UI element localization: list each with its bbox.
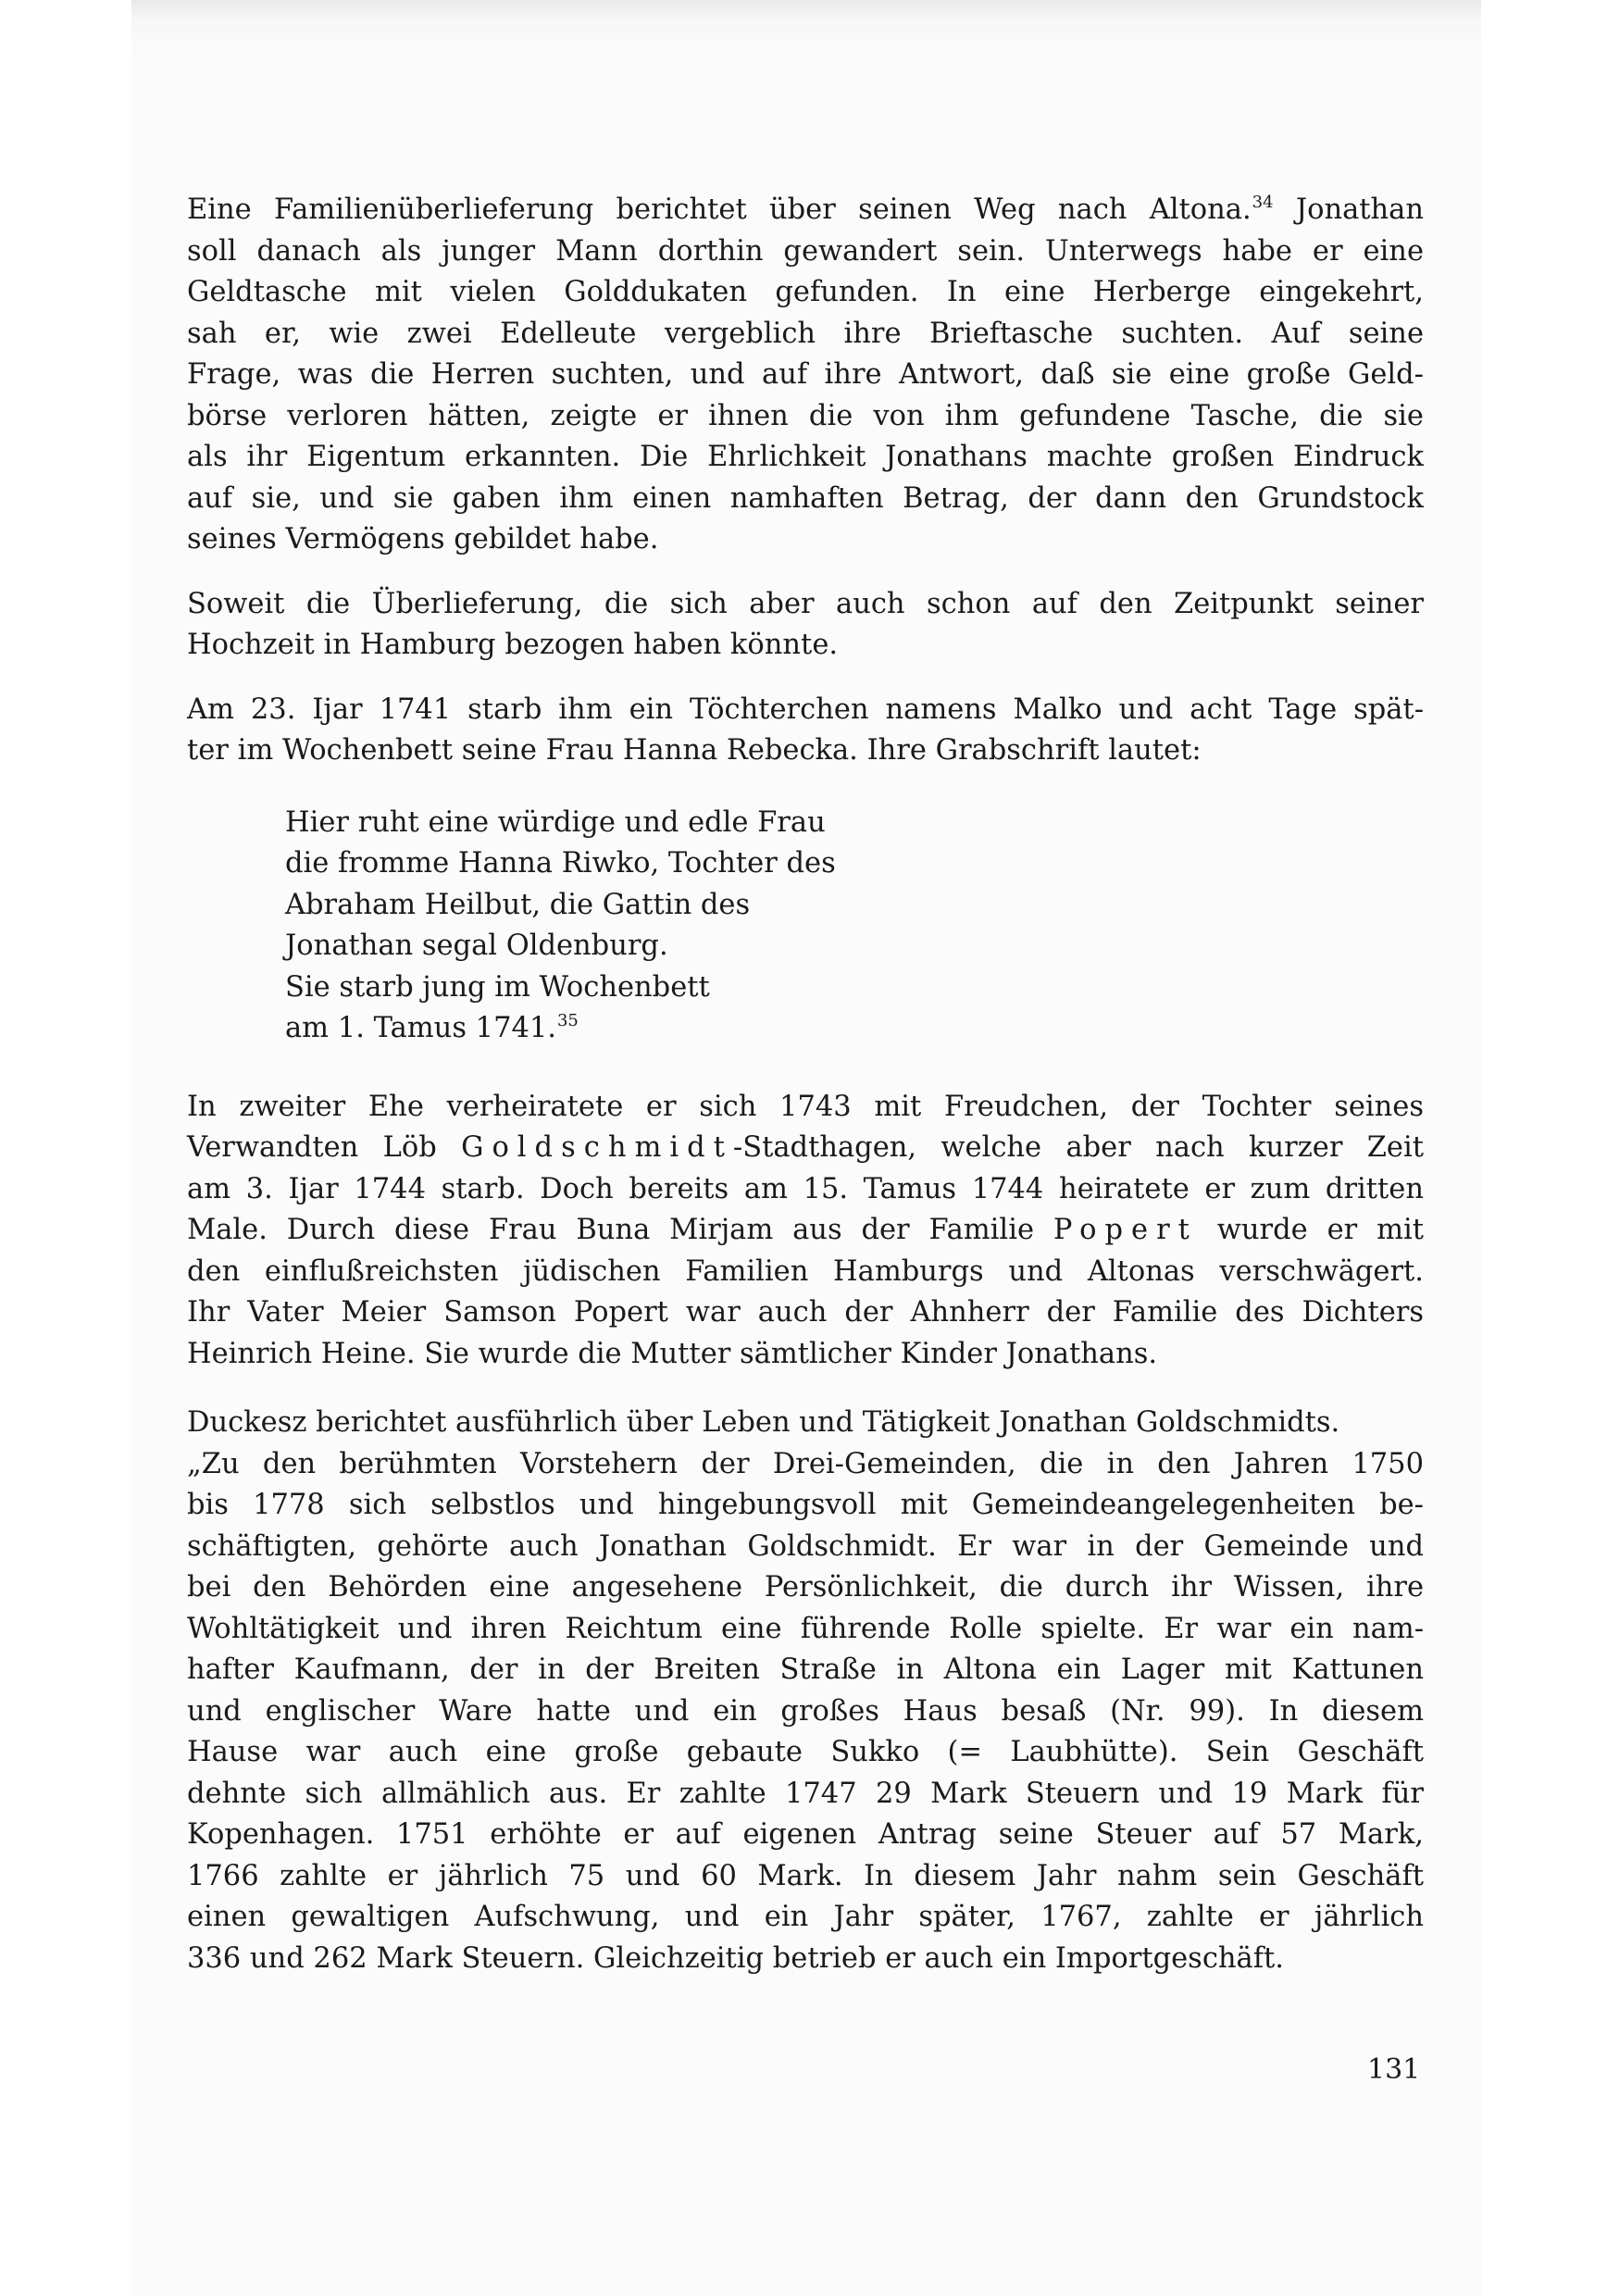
- text-line: In zweiter Ehe verheiratete er sich 1743 mit Freudchen, der Tochter seines: [187, 1090, 1424, 1123]
- quote-line: dehnte sich allmählich aus. Er zahlte 1747 29 Mark Steuern und 19 Mark für: [187, 1777, 1424, 1810]
- text-line: Am 23. Ijar 1741 starb ihm ein Töchterchen namens Malko und acht Tage spät-: [187, 693, 1424, 726]
- text-line: ter im Wochenbett seine Frau Hanna Rebecka. Ihre Grabschrift lautet:: [187, 734, 1202, 767]
- quote-line: Wohltätigkeit und ihren Reichtum eine führende Rolle spielte. Er war ein nam-: [187, 1612, 1424, 1645]
- page-number: 131: [1367, 2053, 1421, 2086]
- text-line: Geldtasche mit vielen Golddukaten gefunden. In eine Herberge eingekehrt,: [187, 276, 1424, 308]
- spaced-name: Goldschmidt: [461, 1131, 733, 1164]
- quote-line: bis 1778 sich selbstlos und hingebungsvoll mit Gemeindeangelegenheiten be-: [187, 1489, 1424, 1521]
- paragraph-family-tradition: [187, 190, 1424, 561]
- quote-line: „Zu den berühmten Vorstehern der Drei-Gemeinden, die in den Jahren 1750: [187, 1447, 1424, 1480]
- text-line: den einflußreichsten jüdischen Familien Hamburgs und Altonas verschwägert.: [187, 1254, 1424, 1288]
- text-line: [187, 1210, 1424, 1252]
- quote-line: Kopenhagen. 1751 erhöhte er auf eigenen Antrag seine Steuer auf 57 Mark,: [187, 1818, 1424, 1851]
- quote-line: Hause war auch eine große gebaute Sukko (= Laubhütte). Sein Geschäft: [187, 1736, 1424, 1768]
- text-line: börse verloren hätten, zeigte er ihnen die von ihm gefundene Tasche, die sie: [187, 399, 1424, 432]
- epitaph-line: [285, 1008, 1424, 1050]
- epitaph-line: Jonathan segal Oldenburg.: [285, 930, 668, 962]
- text-line: soll danach als junger Mann dorthin gewandert sein. Unterwegs habe er eine: [187, 234, 1424, 268]
- text-span: am 1. Tamus 1741.: [285, 1012, 556, 1044]
- text-line: als ihr Eigentum erkannten. Die Ehrlichkeit Jonathans machte großen Eindruck: [187, 441, 1424, 473]
- quote-line: 336 und 262 Mark Steuern. Gleichzeitig betrieb er auch ein Importgeschäft.: [187, 1941, 1284, 1975]
- epitaph-block: [285, 803, 1424, 1050]
- text-span: Male. Durch diese Frau Buna Mirjam aus der Familie: [187, 1214, 1053, 1246]
- text-span: Verwandten Löb: [187, 1131, 462, 1164]
- spaced-name: Popert: [1053, 1214, 1198, 1246]
- quote-line: hafter Kaufmann, der in der Breiten Straße in Altona ein Lager mit Kattunen: [187, 1653, 1424, 1686]
- quote-line: einen gewaltigen Aufschwung, und ein Jahr später, 1767, zahlte er jährlich: [187, 1901, 1424, 1933]
- paragraph-duckesz-quote: [187, 1403, 1424, 1979]
- text-span: wurde er mit: [1197, 1214, 1425, 1246]
- text-line: Frage, was die Herren suchten, und auf ihre Antwort, daß sie eine große Geld-: [187, 358, 1424, 391]
- epitaph-line: Sie starb jung im Wochenbett: [285, 970, 710, 1004]
- body-text: [187, 190, 1424, 2003]
- text-line: Ihr Vater Meier Samson Popert war auch der Ahnherr der Familie des Dichters: [187, 1296, 1424, 1329]
- text-line: seines Vermögens gebildet habe.: [187, 523, 659, 555]
- quote-line: bei den Behörden eine angesehene Persönlichkeit, die durch ihr Wissen, ihre: [187, 1571, 1424, 1603]
- quote-line: 1766 zahlte er jährlich 75 und 60 Mark. In diesem Jahr nahm sein Geschäft: [187, 1859, 1424, 1892]
- text-line: Duckesz berichtet ausführlich über Leben und Tätigkeit Jonathan Goldschmidts.: [187, 1406, 1340, 1439]
- text-line: auf sie, und sie gaben ihm einen namhaften Betrag, der dann den Grundstock: [187, 481, 1424, 515]
- paragraph-tradition-note: [187, 584, 1424, 667]
- paragraph-death-of-wife: [187, 690, 1424, 772]
- text-line: sah er, wie zwei Edelleute vergeblich ihre Brieftasche suchten. Auf seine: [187, 317, 1424, 350]
- text-line: [187, 190, 1424, 231]
- text-line: [187, 1128, 1424, 1169]
- paragraph-second-marriage: [187, 1087, 1424, 1376]
- footnote-ref[interactable]: 34: [1252, 193, 1274, 212]
- epitaph-line: die fromme Hanna Riwko, Tochter des: [285, 847, 836, 880]
- text-line: Heinrich Heine. Sie wurde die Mutter sämtlicher Kinder Jonathans.: [187, 1337, 1158, 1370]
- text-line: Hochzeit in Hamburg bezogen haben könnte.: [187, 629, 839, 661]
- text-span: -Stadthagen, welche aber nach kurzer Zeit: [732, 1131, 1424, 1164]
- text-span: Eine Familienüberlieferung berichtet über seinen Weg nach Altona.: [187, 193, 1252, 226]
- text-line: Soweit die Überlieferung, die sich aber auch schon auf den Zeitpunkt seiner: [187, 587, 1424, 620]
- epitaph-line: Hier ruht eine würdige und edle Frau: [285, 805, 826, 839]
- footnote-ref[interactable]: 35: [556, 1011, 579, 1030]
- quote-line: schäftigten, gehörte auch Jonathan Goldschmidt. Er war in der Gemeinde und: [187, 1529, 1424, 1563]
- epitaph-line: Abraham Heilbut, die Gattin des: [285, 888, 751, 921]
- quote-line: und englischer Ware hatte und ein großes Haus besaß (Nr. 99). In diesem: [187, 1694, 1424, 1728]
- text-line: am 3. Ijar 1744 starb. Doch bereits am 15. Tamus 1744 heiratete er zum dritten: [187, 1172, 1424, 1205]
- text-span: Jonathan: [1273, 193, 1425, 226]
